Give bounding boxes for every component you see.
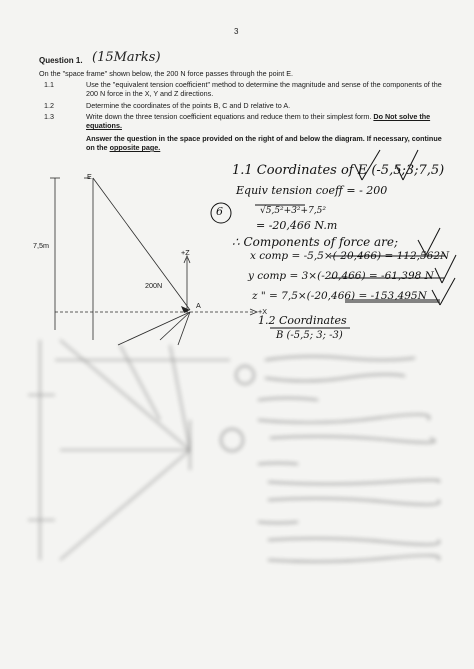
label-point-a: A: [196, 301, 201, 310]
answer-line: = -20,466 N.m: [256, 219, 338, 232]
blurred-scribble: [258, 414, 429, 422]
answer-line: z " = 7,5×(-20,466) = -153,495N: [252, 290, 427, 302]
tick-mark: [435, 268, 442, 283]
blurred-line: [170, 345, 190, 450]
answer-line: 1.1 Coordinates of E (-5,5;3;7,5): [232, 163, 445, 178]
circled-mark-text: 6: [216, 205, 223, 218]
blurred-line: [60, 450, 190, 560]
blurred-lower-working: [221, 356, 439, 561]
instruction-text: Answer the question in the space provided on the right of and below the diagram. If necessary, continue on the: [86, 134, 442, 152]
answer-line: Equiv tension coeff = - 200: [236, 184, 388, 197]
answer-line: 1.2 Coordinates: [258, 314, 347, 327]
item-text: Use the "equivalent tension coefficient" method to determine the magnitude and sense of the components of the 200 N force in the X, Y and Z directions.: [86, 80, 442, 98]
blurred-circled-mark: [236, 366, 254, 384]
label-height: 7,5m: [33, 241, 49, 250]
item-number: 1.1: [44, 80, 54, 89]
blurred-scribble: [268, 555, 439, 561]
answer-line: y comp = 3×(-20,466) = -61,398 N: [248, 270, 434, 282]
tick-mark: [432, 290, 440, 305]
label-z-axis: +Z: [181, 248, 190, 257]
force-line: [93, 178, 190, 310]
label-point-e: E: [87, 172, 92, 181]
blurred-lower-diagram: [28, 340, 230, 560]
item-number: 1.2: [44, 101, 54, 110]
blurred-scribble: [265, 374, 405, 381]
question-title: Question 1.: [39, 56, 83, 65]
blurred-scribble: [268, 480, 439, 484]
answer-line: ∴ Components of force are;: [232, 235, 399, 249]
instruction-link-text: opposite page.: [109, 143, 161, 152]
blurred-line: [120, 345, 160, 420]
question-intro: On the "space frame" shown below, the 200 N force passes through the point E.: [39, 69, 294, 78]
answer-line: x comp = -5,5×(-20,466) = 112,562N: [250, 250, 450, 262]
blurred-scribble: [258, 398, 318, 400]
item-text: Determine the coordinates of the points B, C and D relative to A.: [86, 101, 291, 110]
blurred-scribble: [265, 356, 415, 360]
frame-member-ad: [118, 312, 190, 345]
answer-line: √5,5²+3²+7,5²: [260, 206, 326, 216]
frame-member-ab: [160, 312, 190, 340]
blurred-scribble: [270, 436, 435, 442]
item-emphasis: Do Not solve the equations.: [86, 112, 431, 130]
blurred-scribble: [258, 463, 298, 464]
label-force: 200N: [145, 281, 163, 290]
blurred-line: [60, 340, 190, 450]
item-text-main: Write down the three tension coefficient equations and reduce them to their simplest form.: [86, 112, 372, 121]
handwritten-marks: (15Marks): [92, 50, 161, 65]
answer-line: B (-5,5; 3; -3): [276, 330, 343, 341]
label-x-axis: +X: [258, 307, 267, 316]
page-number: 3: [234, 27, 239, 36]
blurred-circled-mark: [221, 429, 243, 451]
blurred-scribble: [268, 538, 439, 544]
blurred-scribble: [268, 498, 439, 504]
blurred-scribble: [258, 522, 298, 523]
item-number: 1.3: [44, 112, 54, 121]
